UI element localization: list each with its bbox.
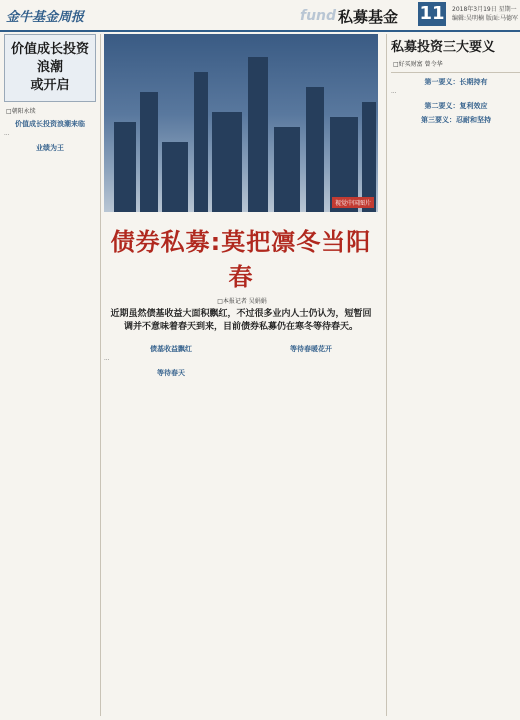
skyline-photo xyxy=(104,34,378,212)
left-subhead-1: 价值成长投资浪潮来临 xyxy=(15,120,85,128)
right-divider xyxy=(391,72,520,73)
left-subhead-2: 业绩为王 xyxy=(36,143,64,152)
center-subhead-3: 等待春暖花开 xyxy=(290,345,332,353)
center-subhead-1: 债基收益飘红 xyxy=(150,345,192,353)
newspaper-brand: 金牛基金周报 xyxy=(6,10,85,25)
right-body: … xyxy=(391,89,397,95)
center-article xyxy=(104,34,378,716)
section-title: 私募基金 xyxy=(338,8,399,26)
left-body: … xyxy=(4,131,10,137)
right-article-title: 私募投资三大要义 xyxy=(391,40,496,55)
right-subhead-3: 第三要义：忍耐和坚持 xyxy=(421,115,491,124)
right-article-byline: □好买财富 曾令华 xyxy=(393,61,443,68)
right-article xyxy=(386,34,520,716)
right-subhead-2: 第二要义：复利效应 xyxy=(424,101,488,110)
page-number: 11 xyxy=(419,3,445,24)
center-body-col-1 xyxy=(104,340,238,380)
center-headline: 债券私募:莫把凛冬当阳春 xyxy=(110,228,372,291)
left-article-title: 价值成长投资浪潮 或开启 xyxy=(4,34,96,102)
center-body-text: … xyxy=(104,356,110,362)
center-byline: □本报记者 吴娟娟 xyxy=(217,298,267,305)
fund-watermark: fund xyxy=(300,8,337,24)
issue-editors: 编辑:吴明楠 版面:马德军 xyxy=(452,15,518,22)
center-body xyxy=(104,340,378,380)
issue-meta xyxy=(452,5,518,23)
issue-date: 2018年3月19日 星期一 xyxy=(452,6,517,13)
photo-caption: 视觉中国图片 xyxy=(332,197,374,208)
center-subhead-2: 等待春天 xyxy=(157,368,185,377)
right-subhead-1: 第一要义：长期持有 xyxy=(424,78,488,86)
center-deck: 近期虽然债基收益大面积飘红，不过很多业内人士仍认为，短暂回调并不意味着春天到来，目前债券私募仍在寒冬等待春天。 xyxy=(110,309,372,332)
left-article-byline: □朝阳永续 xyxy=(6,108,36,115)
masthead-bar xyxy=(0,0,520,32)
left-article xyxy=(4,34,101,716)
center-body-col-2 xyxy=(244,340,378,380)
